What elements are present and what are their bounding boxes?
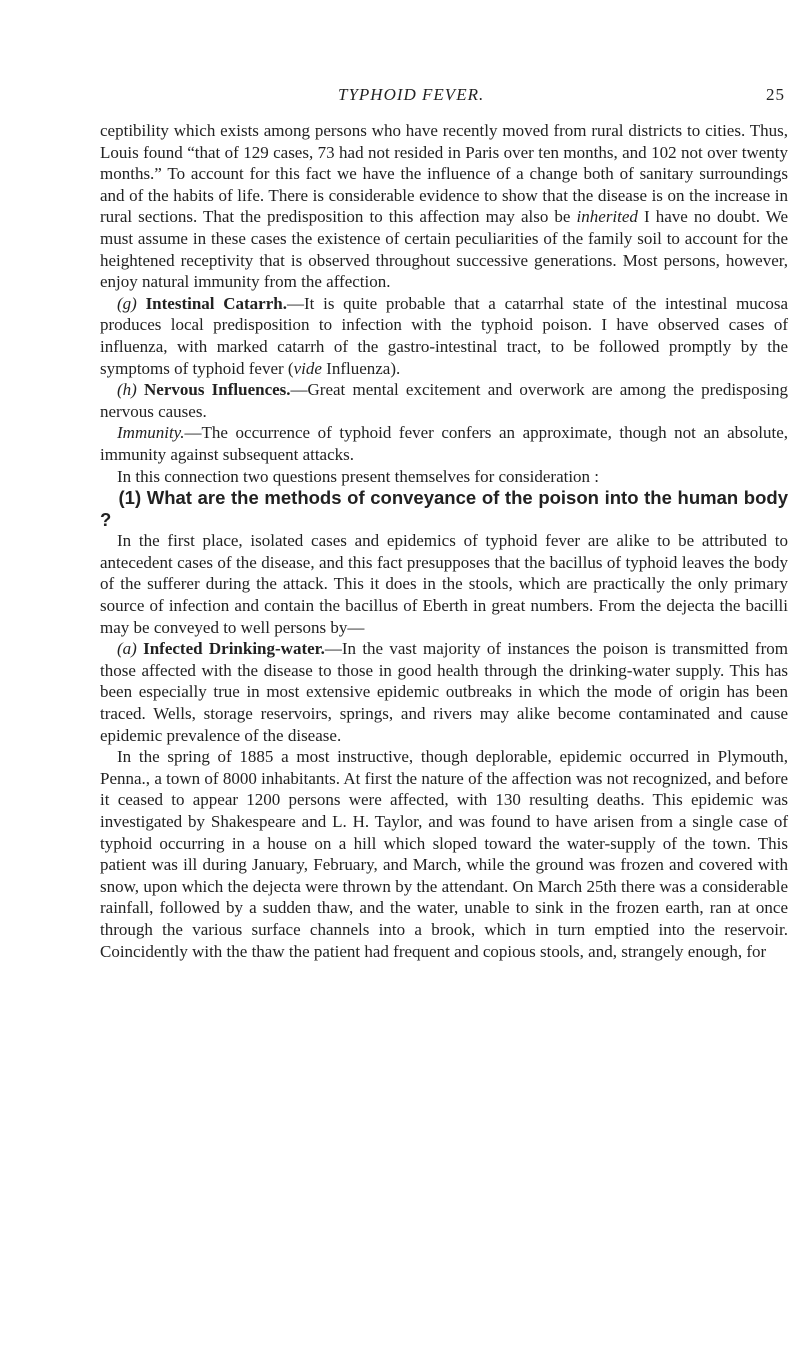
paragraph-questions: In this connection two questions present themselves for consideration :	[117, 466, 600, 486]
heading-nervous-influences: Nervous Influences.	[144, 380, 291, 400]
question-heading-1: (1) What are the methods of conveyance of the poison into the human body ?	[100, 487, 788, 530]
paragraph-intestinal-catarrh: (g) Intestinal Catarrh.—It is quite probable that a catarrhal state of the intestinal mucosa produces local predisposition to infection with the typhoid poison. I have observed cases of influenza, with marked catarrh of the gastro-intestinal tract, to be followed promptly by the symptoms of typhoid fever (vide Influenza).	[100, 293, 788, 378]
heading-intestinal-catarrh: Intestinal Catarrh.	[145, 293, 287, 313]
paragraph-first-place: In the first place, isolated cases and epidemics of typhoid fever are alike to be attributed to antecedent cases of the disease, and this fact presupposes that the bacillus of typhoid leaves the body of the sufferer during the attack. This it does in the stools, which are practically the only primary source of infection and contain the bacillus of Eberth in great numbers. From the dejecta the bacilli may be conveyed to well persons by—	[100, 531, 788, 637]
heading-immunity: Immunity.	[117, 423, 185, 443]
running-head	[100, 85, 785, 109]
paragraph-nervous-influences: (h) Nervous Influences.—Great mental excitement and overwork are among the predisposing nervous causes.	[100, 380, 789, 421]
running-title: TYPHOID FEVER.	[338, 85, 485, 104]
paragraph-drinking-water: (a) Infected Drinking-water.—In the vast majority of instances the poison is transmitted from those affected with the disease to those in good health through the drinking-water supply. This has been especially true in most extensive epidemic outbreaks in which the mode of origin has been traced. Wells, storage reservoirs, springs, and rivers may alike become contaminated and cause epidemic prevalence of the disease.	[100, 639, 789, 745]
page-number: 25	[766, 85, 785, 104]
paragraph-immunity: Immunity.—The occurrence of typhoid fever confers an approximate, though not an absolute, immunity against subsequent attacks.	[100, 423, 788, 464]
heading-drinking-water: Infected Drinking-water.	[143, 639, 325, 659]
body-text	[100, 120, 788, 962]
paragraph-plymouth-epidemic: In the spring of 1885 a most instructive, though deplorable, epidemic occurred in Plymouth, Penna., a town of 8000 inhabitants. At first the nature of the affection was not recognized, and before it ceased to appear 1200 persons were affected, with 130 resulting deaths. This epidemic was investigated by Shakespeare and L. H. Taylor, and was found to have arisen from a single case of typhoid occurring in a house on a hill which sloped toward the water-supply of the town. This patient was ill during January, February, and March, while the ground was frozen and covered with snow, upon which the dejecta were thrown by the attendant. On March 25th there was a considerable rainfall, followed by a sudden thaw, and the water, unable to sink in the frozen earth, ran at once through the various surface channels into a brook, which in turn emptied into the reservoir. Coincidently with the thaw the patient had frequent and copious stools, and, strangely enough, for	[100, 747, 788, 961]
paragraph-continuation: ceptibility which exists among persons who have recently moved from rural districts to cities. Thus, Louis found “that of 129 cases, 73 had not resided in Paris over ten months, and 102 not over twenty months.” To account for this fact we have the influence of a change both of sanitary surroundings and of the habits of life. There is considerable evidence to show that the disease is on the increase in rural sections. That the predisposition to this affection may also be inherited I have no doubt. We must assume in these cases the existence of certain peculiarities of the family soil to account for the heightened receptivity that is observed throughout successive generations. Most persons, however, enjoy natural immunity from the affection.	[100, 121, 788, 292]
emphasis-inherited: inherited	[576, 207, 638, 227]
